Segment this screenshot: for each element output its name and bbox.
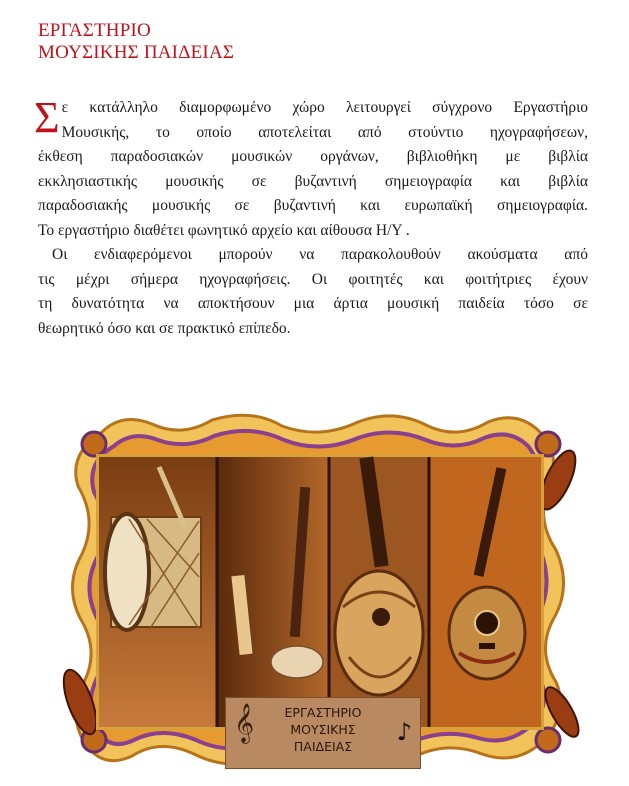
title-line-2: ΜΟΥΣΙΚΗΣ ΠΑΙΔΕΙΑΣ [38,42,235,63]
photo-frame [62,410,578,772]
text-line: Οι ενδιαφερόμενοι μπορούν να παρακολουθούν ακούσματα από [52,246,588,263]
text-line: θεωρητικό όσο και σε πρακτικό επίπεδο. [38,319,291,337]
text-line: τις μέχρι σήμερα ηχογραφήσεις. Οι φοιτητές και φοιτήτριες έχουν [38,270,588,288]
caption-line-2: ΜΟΥΣΙΚΗΣ [290,722,356,737]
paragraph-2 [38,243,588,341]
text-line: παραδοσιακής μουσικής σε βυζαντινή και ευρωπαϊκή σημειογραφία. [38,197,588,214]
text-line: Το εργαστήριο διαθέτει φωνητικό αρχείο και αίθουσα Η/Υ . [38,221,410,239]
text-line: εκκλησιαστικής μουσικής σε βυζαντινή σημειογραφία και βιβλία [38,172,588,190]
photo-caption-box [225,697,421,769]
title-line-1: ΕΡΓΑΣΤΗΡΙΟ [38,20,151,41]
treble-clef-icon: 𝄞 [234,703,255,743]
instruments-illustration [99,457,541,727]
drop-cap: Σ [34,93,60,142]
caption-line-1: ΕΡΓΑΣΤΗΡΙΟ [284,705,362,720]
caption-line-3: ΠΑΙΔΕΙΑΣ [293,739,353,754]
text-line: ε κατάλληλο διαμορφωμένο χώρο λειτουργεί σύγχρονο Εργαστήριο [61,99,588,116]
text-line: Μουσικής, το οποίο αποτελείται από στούντιο ηχογραφήσεων, [61,123,588,141]
music-note-icon: ♪ [396,718,412,746]
text-line: τη δυνατότητα να αποκτήσουν μια άρτια μουσική παιδεία τόσο σε [38,295,588,312]
instruments-photo [96,454,544,754]
text-line: έκθεση παραδοσιακών μουσικών οργάνων, βιβλιοθήκη με βιβλία [38,148,588,165]
page-title [38,20,234,64]
body-text [34,93,588,341]
paragraph-1 [34,93,588,243]
